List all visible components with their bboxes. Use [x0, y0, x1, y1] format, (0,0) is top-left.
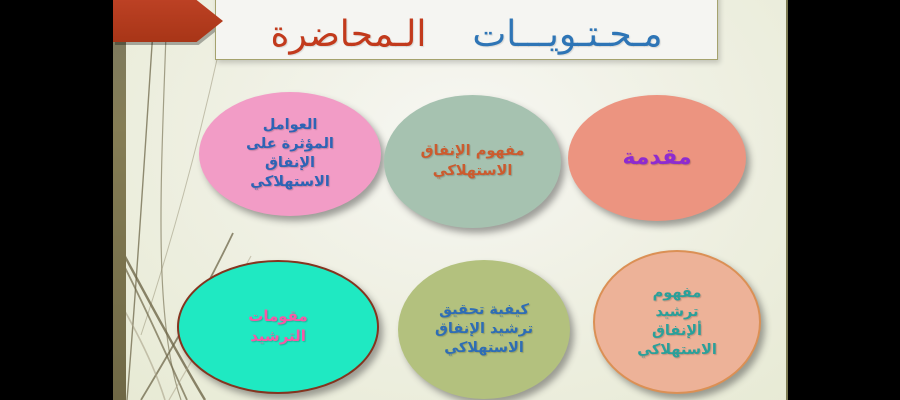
- bubble-consumer-spending-concept: [384, 95, 561, 228]
- page-title-word-lecture: الـمحاضرة: [270, 14, 427, 55]
- bubble-text-line: ترشيد: [655, 303, 699, 320]
- bubble-text-line: ترشيد الإنفاق: [434, 320, 534, 337]
- bubble-text-line: الإنفاق: [264, 155, 316, 171]
- bubble-text-line: الاستهلاكي: [432, 162, 513, 179]
- bubble-text-line: مفهوم: [652, 284, 702, 301]
- bubble-text-line: كيفية تحقيق: [439, 301, 529, 318]
- bubble-text-line: العوامل: [262, 116, 318, 133]
- bubble-text-line: المؤثرة على: [246, 135, 334, 152]
- bubble-text-line: الترشيد: [250, 327, 306, 345]
- bubble-text-line: الاستهلاكي: [637, 342, 717, 359]
- slide-canvas: [113, 0, 788, 400]
- page-title-word-contents: مـحـتـويـــات: [472, 14, 663, 55]
- bubble-text-line: الاستهلاكي: [444, 340, 524, 357]
- left-accent-stripe: [113, 36, 126, 400]
- bubble-text-line: مقدمة: [622, 145, 692, 171]
- bubble-text-line: ألإنفاق: [651, 323, 703, 339]
- bubble-factors-affecting-consumer-spending: [199, 92, 381, 216]
- title-box: [215, 0, 718, 60]
- bubble-introduction: [568, 95, 746, 221]
- bubble-text-line: مفهوم الإنفاق: [420, 143, 525, 160]
- bubble-rationalization-elements: [177, 260, 379, 394]
- bubble-rationalizing-consumer-spending-concept: [593, 250, 761, 394]
- bubble-how-to-achieve-rationalization: [398, 260, 570, 399]
- bubble-text-line: الاستهلاكي: [250, 174, 330, 191]
- bubble-text-line: مقومات: [248, 307, 308, 326]
